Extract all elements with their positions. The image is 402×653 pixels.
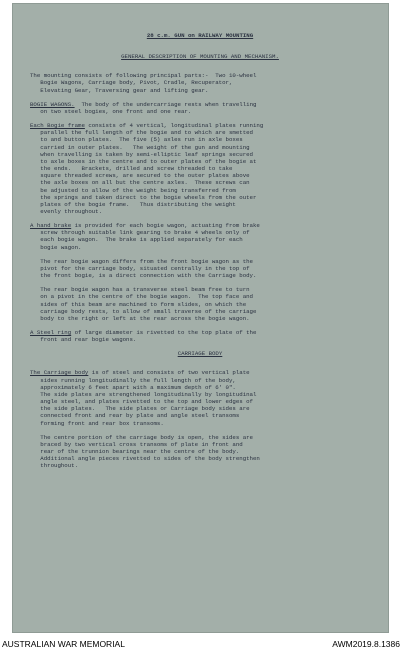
bogie-wagons-text: The body of the undercarriage rests when travelling on two steel bogies, one front and one rear. xyxy=(40,100,257,115)
carriage-body-paragraph-1 xyxy=(30,369,370,426)
document-text xyxy=(30,32,370,477)
carriage-body-paragraph-2: The centre portion of the carriage body is open, the sides are braced by two vertical cross transoms of plate in front and rear of the trunnion bearings near the centre of the body. Additional angle pieces rivetted to sides of the body strengthen throughout. xyxy=(40,433,260,470)
carriage-body-text: is of steel and consists of two vertical plate sides running longitudinally the full length of the body, approximately 6 feet apart with a maximum depth of 6' 0". The side plates are strengthened longitudinally by longitudinal angle steel, and plates rivetted to the top and lower edges of the side plates. The side plates or Carriage body sides are connected front and rear by plate and angle steel transoms forming front and rear box transoms. xyxy=(40,369,257,427)
bogie-wagons-paragraph xyxy=(30,101,370,115)
hand-brake-heading: A hand brake xyxy=(30,222,72,230)
bogie-wagons-heading: BOGIE WAGONS. xyxy=(30,100,75,108)
rear-bogie-paragraph-2: The rear bogie wagon has a transverse steel beam free to turn on a pivot in the centre of the bogie wagon. The top face and sides of this beam are machined to form slides, on which the carriage body rests, to allow of small traverse of the carriage body to the right or left at the rear across the bogie wagon. xyxy=(40,286,257,322)
rear-bogie-paragraph-1: The rear bogie wagon differs from the front bogie wagon as the pivot for the carriage body, situated centrally in the top of the front bogie, is a direct connection with the Carriage body. xyxy=(40,257,257,280)
bogie-frame-heading: Each Bogie frame xyxy=(30,122,85,130)
document-subtitle: GENERAL DESCRIPTION OF MOUNTING AND MECHANISM. xyxy=(121,53,279,61)
bogie-frame-text: consists of 4 vertical, longitudinal plates running parallel the full length of the bogie and to which are smetted to and button plates. The five (5) axles run in axle boxes carried in outer plates. The weight of the gun and mounting when travelling is taken by semi-elliptic leaf springs secured to axle boxes in the centre and to outer plates of the bogie at the ends. Brackets, drilled and screw threaded to take square threaded screws, are secured to the outer plates above the axle boxes on all but the centre axles. These screws can be adjusted to allow of the weight being transferred from the springs and taken direct to the bogie wheels from the outer plates of the bogie frame. Thus distributing the weight evenly throughout. xyxy=(40,122,264,215)
steel-ring-text: of large diameter is rivetted to the top plate of the front and rear bogie wagons. xyxy=(40,329,257,344)
carriage-body-title: CARRIAGE BODY xyxy=(177,350,223,358)
intro-paragraph: The mounting consists of following principal parts:- Two 10-wheel Bogie Wagons, Carriage body, Pivot, Cradle, Recuperator, Elevating Gear, Traversing gear and lifting gear. xyxy=(30,72,257,94)
steel-ring-paragraph xyxy=(30,329,370,343)
hand-brake-paragraph xyxy=(30,222,370,251)
footer-accession-number: AWM2019.8.1386 xyxy=(332,639,400,649)
document-title: 28 c.m. GUN on RAILWAY MOUNTING xyxy=(146,32,254,39)
bogie-frame-paragraph xyxy=(30,122,370,215)
footer xyxy=(0,638,402,653)
hand-brake-text: is provided for each bogie wagon, actuating from brake screw through suitable link gearing to brake 4 wheels only of each bogie wagon. The brake is applied separately for each bogie wagon. xyxy=(40,222,260,251)
footer-credit: AUSTRALIAN WAR MEMORIAL xyxy=(2,639,125,649)
carriage-body-heading: The Carriage body xyxy=(30,369,89,377)
steel-ring-heading: A Steel ring xyxy=(30,329,72,336)
